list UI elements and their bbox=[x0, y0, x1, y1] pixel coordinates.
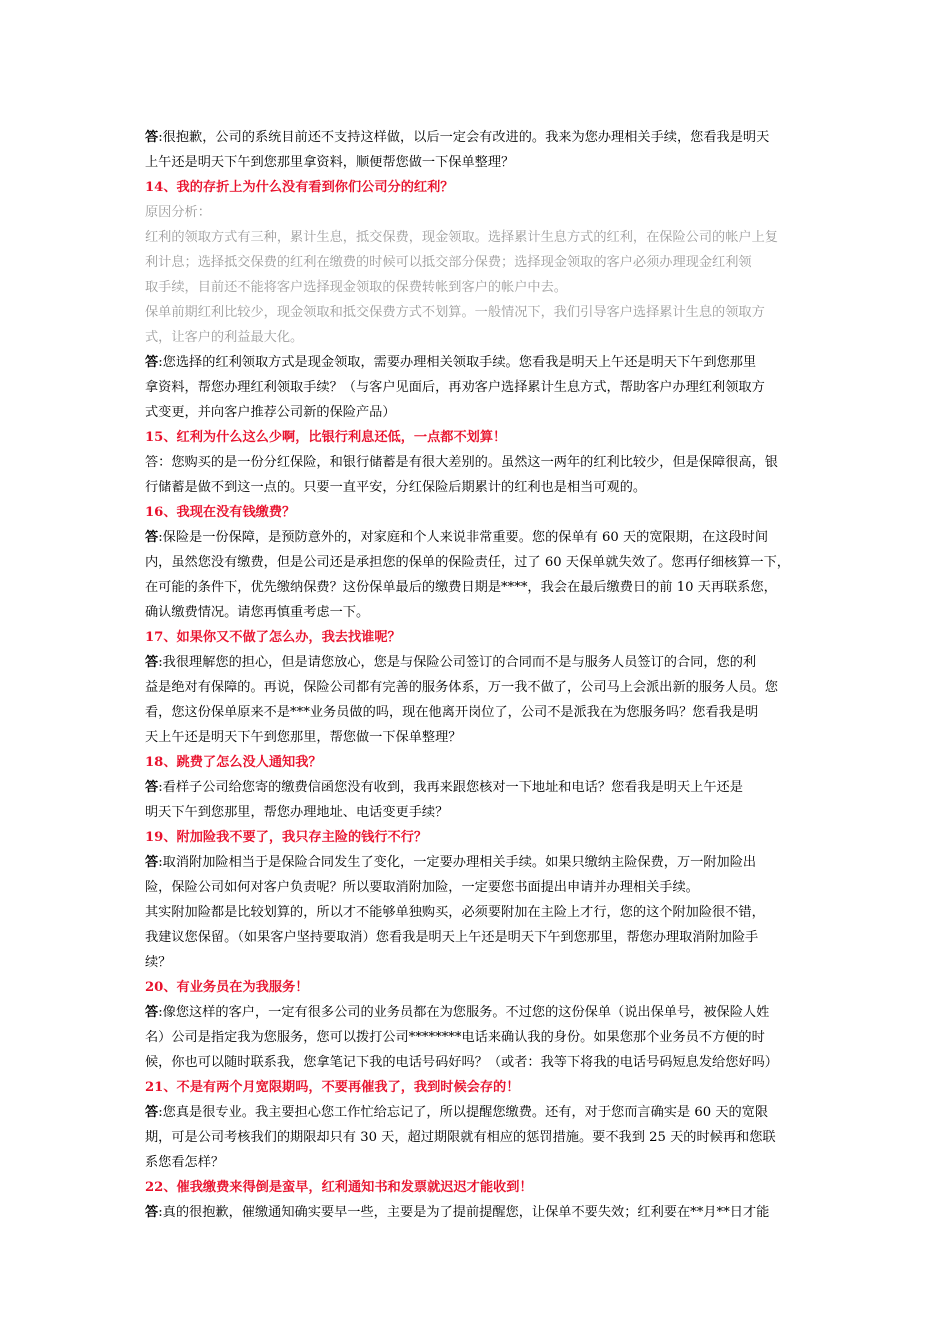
paragraph-line: 天上午还是明天下午到您那里，帮您做一下保单整理？ bbox=[145, 730, 462, 745]
paragraph-line: 续？ bbox=[145, 955, 172, 970]
paragraph-line: 看，您这份保单原来不是***业务员做的吗，现在他离开岗位了，公司不是派我在为您服务吗？您看我是明 bbox=[145, 705, 759, 720]
question-heading: 20、有业务员在为我服务！ bbox=[145, 980, 309, 995]
answer-colon: : bbox=[158, 780, 163, 795]
answer-text: 像您这样的客户，一定有很多公司的业务员都在为您服务。不过您的这份保单（说出保单号，被保险人姓 bbox=[162, 1005, 770, 1020]
document-page bbox=[145, 125, 811, 1225]
analysis-line: 原因分析： bbox=[145, 205, 211, 220]
answer-label: 答 bbox=[145, 780, 159, 795]
paragraph-line: 我建议您保留。（如果客户坚持要取消）您看我是明天上午还是明天下午到您那里，帮您办理取消附加险手 bbox=[145, 930, 759, 945]
answer-text: 保险是一份保障，是预防意外的，对家庭和个人来说非常重要。您的保单有 60 天的宽限期，在这段时间 bbox=[162, 530, 769, 545]
answer-colon: : bbox=[158, 355, 163, 370]
paragraph-line: 其实附加险都是比较划算的，所以才不能够单独购买，必须要附加在主险上才行，您的这个附加险很不错， bbox=[145, 905, 765, 920]
answer-text: 您真是很专业。我主要担心您工作忙给忘记了，所以提醒您缴费。还有，对于您而言确实是 60 天的宽限 bbox=[162, 1105, 769, 1120]
question-heading: 22、催我缴费来得倒是蛮早，红利通知书和发票就迟迟才能收到！ bbox=[145, 1180, 533, 1195]
question-heading: 14、我的存折上为什么没有看到你们公司分的红利？ bbox=[145, 180, 454, 195]
answer-paragraph-line bbox=[145, 350, 811, 375]
answer-colon: : bbox=[158, 1105, 163, 1120]
paragraph-line: 险，保险公司如何对客户负责呢？所以要取消附加险，一定要您书面提出申请并办理相关手续。 bbox=[145, 880, 699, 895]
answer-label: 答 bbox=[145, 355, 159, 370]
answer-colon: : bbox=[158, 1005, 163, 1020]
answer-text: 我很理解您的担心，但是请您放心，您是与保险公司签订的合同而不是与服务人员签订的合同，您的利 bbox=[162, 655, 757, 670]
analysis-line: 保单前期红利比较少，现金领取和抵交保费方式不划算。一般情况下，我们引导客户选择累计生息的领取方 bbox=[145, 305, 765, 320]
paragraph-line: 系您看怎样？ bbox=[145, 1155, 225, 1170]
analysis-line: 利计息；选择抵交保费的红利在缴费的时候可以抵交部分保费；选择现金领取的客户必须办理现金红利领 bbox=[145, 255, 752, 270]
paragraph-line: 明天下午到您那里，帮您办理地址、电话变更手续？ bbox=[145, 805, 449, 820]
question-heading: 17、如果你又不做了怎么办，我去找谁呢？ bbox=[145, 630, 401, 645]
analysis-line: 式，让客户的利益最大化。 bbox=[145, 330, 304, 345]
paragraph-line: 行储蓄是做不到这一点的。只要一直平安，分红保险后期累计的红利也是相当可观的。 bbox=[145, 480, 647, 495]
answer-label: 答 bbox=[145, 530, 159, 545]
analysis-line: 取手续，目前还不能将客户选择现金领取的保费转帐到客户的帐户中去。 bbox=[145, 280, 567, 295]
answer-paragraph-line bbox=[145, 775, 811, 800]
paragraph-line: 答：您购买的是一份分红保险，和银行储蓄是有很大差别的。虽然这一两年的红利比较少，但是保障很高，银 bbox=[145, 455, 778, 470]
answer-text: 取消附加险相当于是保险合同发生了变化，一定要办理相关手续。如果只缴纳主险保费，万一附加险出 bbox=[162, 855, 757, 870]
question-heading: 18、跳费了怎么没人通知我？ bbox=[145, 755, 322, 770]
answer-paragraph-line bbox=[145, 650, 811, 675]
paragraph-line: 确认缴费情况。请您再慎重考虑一下。 bbox=[145, 605, 370, 620]
question-heading: 21、不是有两个月宽限期吗，不要再催我了，我到时候会存的！ bbox=[145, 1080, 520, 1095]
answer-label: 答 bbox=[145, 855, 159, 870]
answer-paragraph-line bbox=[145, 525, 811, 550]
answer-text: 真的很抱歉，催缴通知确实要早一些，主要是为了提前提醒您，让保单不要失效；红利要在**月**日才能 bbox=[162, 1205, 770, 1220]
answer-colon: : bbox=[158, 855, 163, 870]
answer-label: 答 bbox=[145, 130, 159, 145]
paragraph-line: 上午还是明天下午到您那里拿资料，顺便帮您做一下保单整理？ bbox=[145, 155, 515, 170]
answer-text: 看样子公司给您寄的缴费信函您没有收到，我再来跟您核对一下地址和电话？您看我是明天上午还是 bbox=[162, 780, 743, 795]
answer-colon: : bbox=[158, 655, 163, 670]
paragraph-line: 内，虽然您没有缴费，但是公司还是承担您的保单的保险责任，过了 60 天保单就失效了。您再仔细核算一下， bbox=[145, 555, 790, 570]
question-heading: 16、我现在没有钱缴费？ bbox=[145, 505, 296, 520]
paragraph-line: 在可能的条件下，优先缴纳保费？这份保单最后的缴费日期是****，我会在最后缴费日的前 10 天再联系您， bbox=[145, 580, 777, 595]
question-heading: 19、附加险我不要了，我只存主险的钱行不行？ bbox=[145, 830, 428, 845]
answer-paragraph-line bbox=[145, 125, 811, 150]
question-heading: 15、红利为什么这么少啊，比银行利息还低，一点都不划算！ bbox=[145, 430, 507, 445]
paragraph-line: 期，可是公司考核我们的期限却只有 30 天，超过期限就有相应的惩罚措施。要不我到 25 天的时候再和您联 bbox=[145, 1130, 776, 1145]
paragraph-line: 名）公司是指定我为您服务，您可以拨打公司********电话来确认我的身份。如果您那个业务员不方便的时 bbox=[145, 1030, 765, 1045]
answer-label: 答 bbox=[145, 1105, 159, 1120]
answer-label: 答 bbox=[145, 655, 159, 670]
answer-text: 您选择的红利领取方式是现金领取，需要办理相关领取手续。您看我是明天上午还是明天下午到您那里 bbox=[162, 355, 757, 370]
answer-colon: : bbox=[158, 130, 163, 145]
paragraph-line: 拿资料，帮您办理红利领取手续？（与客户见面后，再劝客户选择累计生息方式，帮助客户办理红利领取方 bbox=[145, 380, 765, 395]
paragraph-line: 益是绝对有保障的。再说，保险公司都有完善的服务体系，万一我不做了，公司马上会派出新的服务人员。您 bbox=[145, 680, 778, 695]
answer-colon: : bbox=[158, 530, 163, 545]
answer-paragraph-line bbox=[145, 1000, 811, 1025]
analysis-line: 红利的领取方式有三种，累计生息，抵交保费，现金领取。选择累计生息方式的红利，在保险公司的帐户上复 bbox=[145, 230, 778, 245]
answer-text: 很抱歉，公司的系统目前还不支持这样做，以后一定会有改进的。我来为您办理相关手续，您看我是明天 bbox=[162, 130, 770, 145]
answer-label: 答 bbox=[145, 1205, 159, 1220]
answer-paragraph-line bbox=[145, 1200, 811, 1225]
paragraph-line: 候，你也可以随时联系我，您拿笔记下我的电话号码好吗？（或者：我等下将我的电话号码短息发给您好吗） bbox=[145, 1055, 778, 1070]
answer-paragraph-line bbox=[145, 850, 811, 875]
answer-label: 答 bbox=[145, 1005, 159, 1020]
answer-paragraph-line bbox=[145, 1100, 811, 1125]
answer-colon: : bbox=[158, 1205, 163, 1220]
paragraph-line: 式变更，并向客户推荐公司新的保险产品） bbox=[145, 405, 396, 420]
